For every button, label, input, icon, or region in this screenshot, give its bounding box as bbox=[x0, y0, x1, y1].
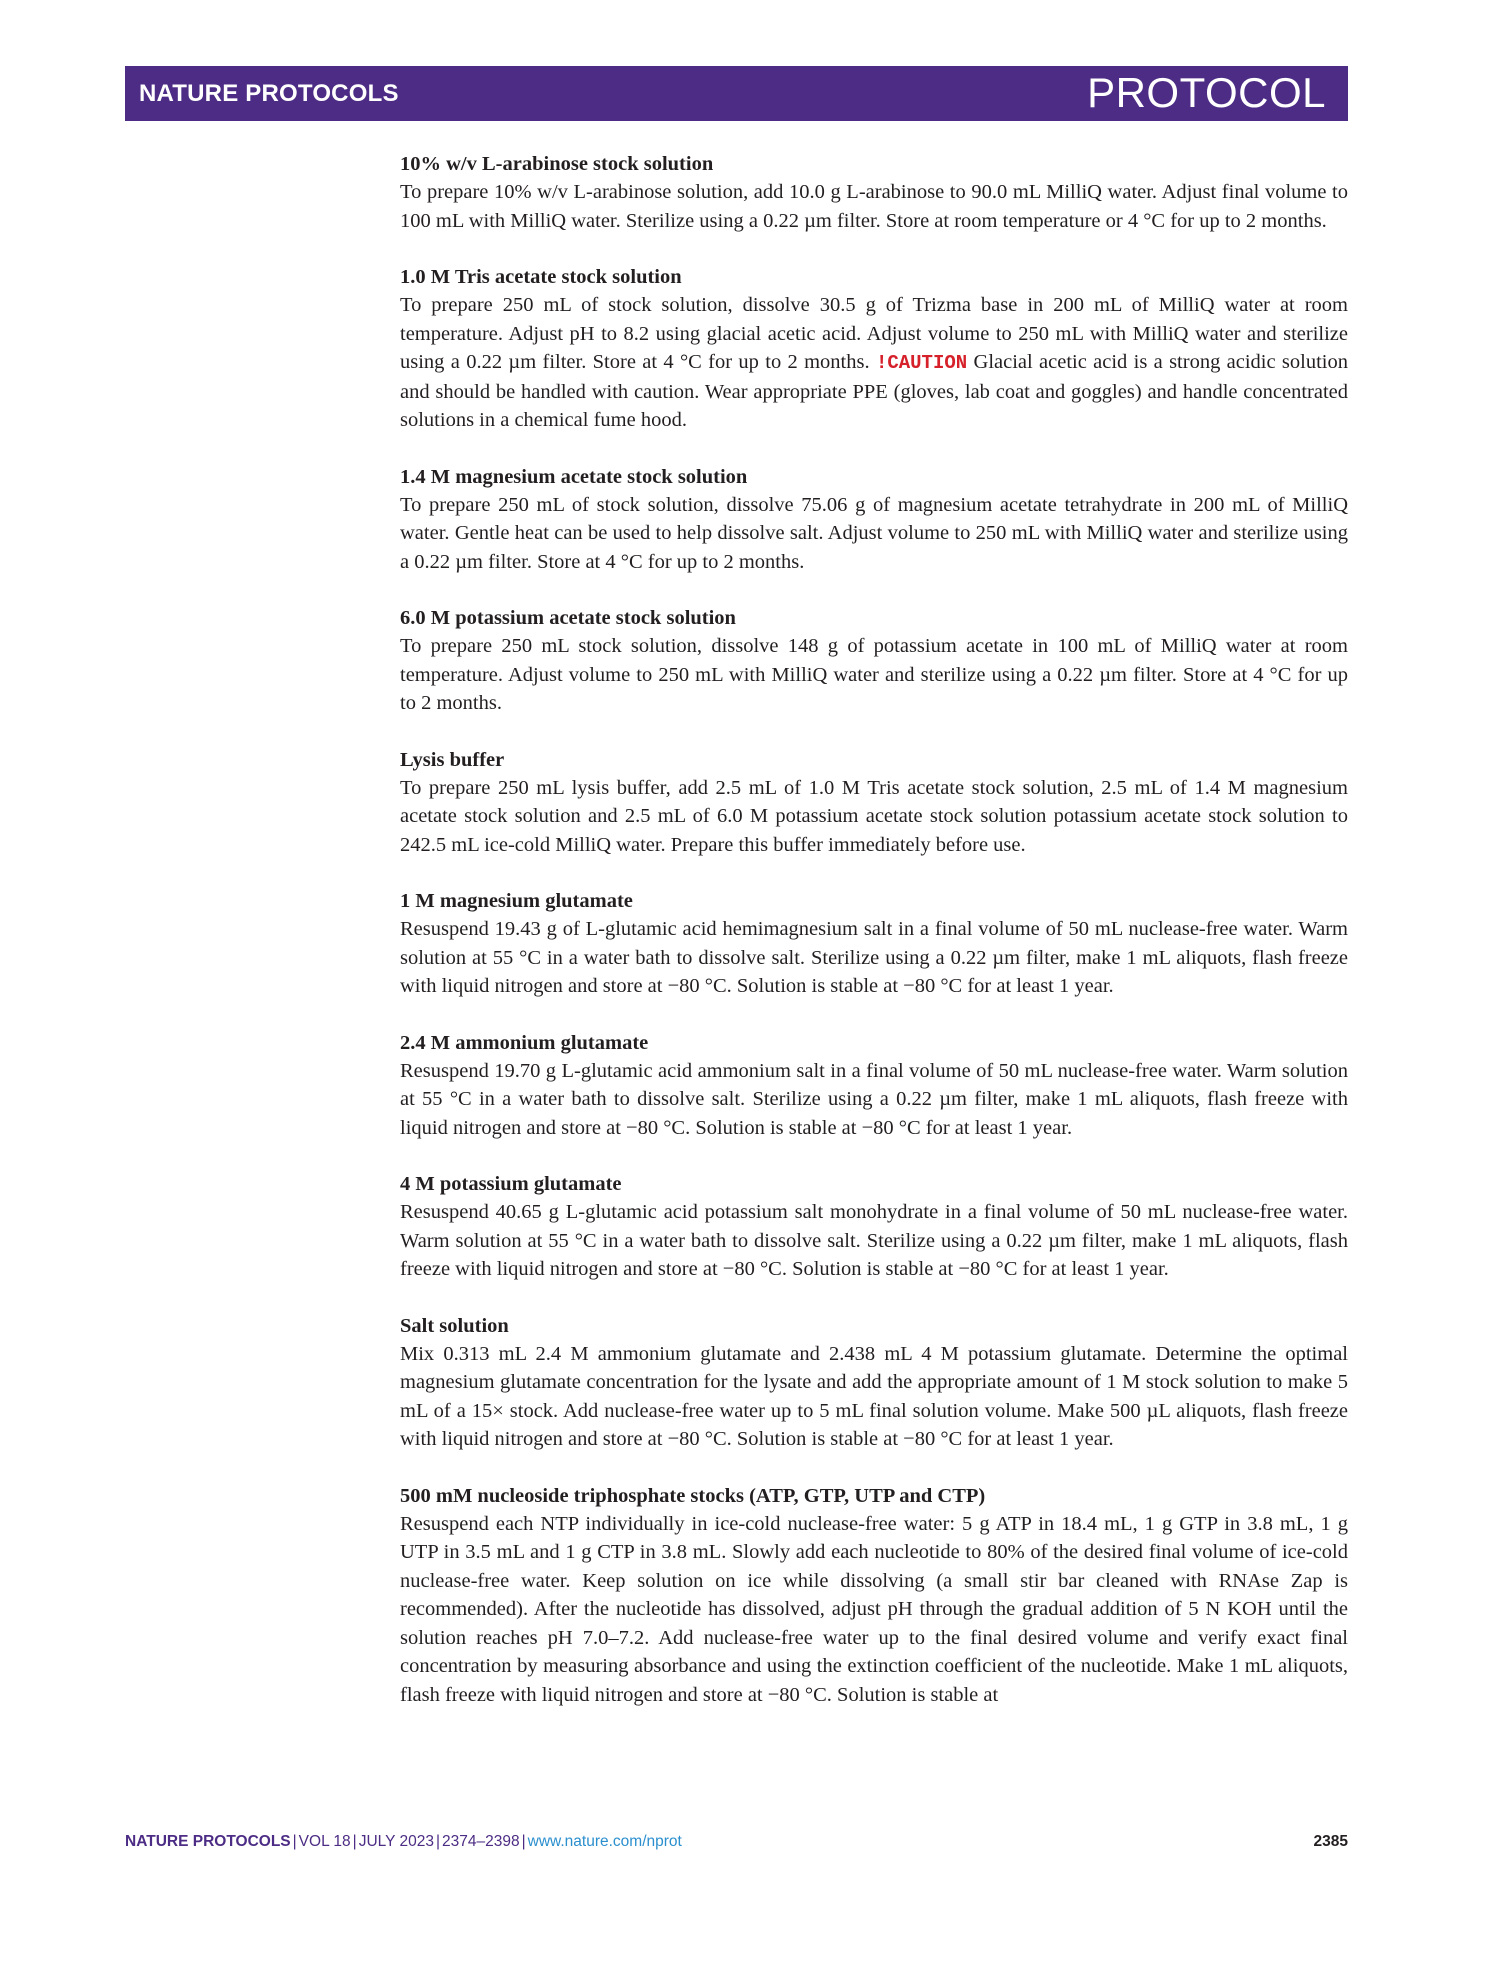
section-title: 1 M magnesium glutamate bbox=[400, 890, 633, 912]
section-body: Mix 0.313 mL 2.4 M ammonium glutamate and 2.438 mL 4 M potassium glutamate. Determine the optimal magnesium glutamate concentration for the lysate and add the appropriate amount of 1 M stock solution to make 5 mL of a 15× stock. Add nuclease-free water up to 5 mL final solution volume. Make 500 µL aliquots, flash freeze with liquid nitrogen and store at −80 °C. Solution is stable at −80 °C for at least 1 year. bbox=[400, 1342, 1348, 1450]
section-body bbox=[400, 291, 1348, 435]
section-body: Resuspend each NTP individually in ice-cold nuclease-free water: 5 g ATP in 18.4 mL, 1 g GTP in 3.8 mL, 1 g UTP in 3.5 mL and 1 g CTP in 3.8 mL. Slowly add each nucleotide to 80% of the desired final volume of ice-cold nuclease-free water. Keep solution on ice while dissolving (a small stir bar cleaned with RNAse Zap is recommended). After the nucleotide has dissolved, adjust pH through the gradual addition of 5 N KOH until the solution reaches pH 7.0–7.2. Add nuclease-free water up to the final desired volume and verify exact final concentration by measuring absorbance and using the extinction coefficient of the nucleotide. Make 1 mL aliquots, flash freeze with liquid nitrogen and store at −80 °C. Solution is stable at bbox=[400, 1512, 1348, 1706]
section-body: To prepare 250 mL stock solution, dissolve 148 g of potassium acetate in 100 mL of MilliQ water at room temperature. Adjust volume to 250 mL with MilliQ water and sterilize using a 0.22 µm filter. Store at 4 °C for up to 2 months. bbox=[400, 635, 1348, 714]
section-title: 1.4 M magnesium acetate stock solution bbox=[400, 465, 748, 488]
section-body-text: To prepare 250 mL of stock solution, dissolve 30.5 g of Trizma base in 200 mL of MilliQ water at room temperature. Adjust pH to 8.2 using glacial acetic acid. Adjust volume to 250 mL with MilliQ water and sterilize using a 0.22 µm filter. Store at 4 °C for up to 2 months. bbox=[400, 294, 1348, 373]
footer-separator: | bbox=[521, 1833, 526, 1850]
page-number: 2385 bbox=[1313, 1833, 1348, 1850]
footer-separator: | bbox=[292, 1833, 297, 1850]
section-arabinose bbox=[400, 150, 1348, 235]
section-potassium-acetate bbox=[400, 604, 1348, 718]
footer-volume: VOL 18 bbox=[298, 1833, 351, 1850]
section-body-text: Glacial acetic acid is a strong acidic solution and should be handled with caution. Wear appropriate PPE (gloves, lab coat and goggles) and handle concentrated solutions in a chemical fume hood. bbox=[400, 351, 1348, 431]
footer-separator: | bbox=[352, 1833, 357, 1850]
section-tris-acetate bbox=[400, 263, 1348, 435]
header-bar bbox=[125, 66, 1348, 121]
section-body: Resuspend 19.70 g L-glutamic acid ammonium salt in a final volume of 50 mL nuclease-free water. Warm solution at 55 °C in a water bath to dissolve salt. Sterilize using a 0.22 µm filter, make 1 mL aliquots, flash freeze with liquid nitrogen and store at −80 °C. Solution is stable at −80 °C for at least 1 year. bbox=[400, 1059, 1348, 1139]
section-body: To prepare 10% w/v L-arabinose solution, add 10.0 g L-arabinose to 90.0 mL MilliQ water. Adjust final volume to 100 mL with MilliQ water. Sterilize using a 0.22 µm filter. Store at room temperature or 4 °C for up to 2 months. bbox=[400, 181, 1348, 232]
footer-url-link[interactable]: www.nature.com/nprot bbox=[527, 1833, 682, 1850]
section-title: 2.4 M ammonium glutamate bbox=[400, 1031, 649, 1054]
journal-name: NATURE PROTOCOLS bbox=[139, 80, 399, 107]
section-ammonium-glutamate bbox=[400, 1029, 1348, 1143]
article-type: PROTOCOL bbox=[1087, 69, 1326, 116]
footer-date: JULY 2023 bbox=[358, 1833, 434, 1850]
footer-journal: NATURE PROTOCOLS bbox=[125, 1833, 291, 1850]
section-salt-solution bbox=[400, 1312, 1348, 1454]
section-magnesium-acetate bbox=[400, 463, 1348, 577]
section-title: 6.0 M potassium acetate stock solution bbox=[400, 607, 736, 629]
section-title: 500 mM nucleoside triphosphate stocks (ATP, GTP, UTP and CTP) bbox=[400, 1484, 986, 1507]
section-body: Resuspend 19.43 g of L-glutamic acid hemimagnesium salt in a final volume of 50 mL nuclease-free water. Warm solution at 55 °C in a water bath to dissolve salt. Sterilize using a 0.22 µm filter, make 1 mL aliquots, flash freeze with liquid nitrogen and store at −80 °C. Solution is stable at −80 °C for at least 1 year. bbox=[400, 918, 1348, 997]
section-title: 10% w/v L-arabinose stock solution bbox=[400, 153, 714, 175]
section-ntp-stocks bbox=[400, 1482, 1348, 1710]
section-body: To prepare 250 mL of stock solution, dissolve 75.06 g of magnesium acetate tetrahydrate in 200 mL of MilliQ water. Gentle heat can be used to help dissolve salt. Adjust volume to 250 mL with MilliQ water and sterilize using a 0.22 µm filter. Store at 4 °C for up to 2 months. bbox=[400, 493, 1348, 573]
section-lysis-buffer bbox=[400, 746, 1348, 860]
section-title: Lysis buffer bbox=[400, 748, 505, 771]
section-potassium-glutamate bbox=[400, 1170, 1348, 1284]
footer-pages: 2374–2398 bbox=[442, 1833, 520, 1850]
section-body: To prepare 250 mL lysis buffer, add 2.5 mL of 1.0 M Tris acetate stock solution, 2.5 mL of 1.4 M magnesium acetate stock solution and 2.5 mL of 6.0 M potassium acetate stock solution potassium acetate stock solution to 242.5 mL ice-cold MilliQ water. Prepare this buffer immediately before use. bbox=[400, 776, 1348, 856]
section-title: Salt solution bbox=[400, 1314, 509, 1337]
main-content bbox=[400, 150, 1348, 1737]
section-magnesium-glutamate bbox=[400, 887, 1348, 1001]
footer-citation bbox=[125, 1833, 682, 1851]
section-title: 1.0 M Tris acetate stock solution bbox=[400, 266, 682, 288]
page-footer bbox=[125, 1833, 1348, 1857]
caution-label: !CAUTION bbox=[875, 352, 968, 374]
section-title: 4 M potassium glutamate bbox=[400, 1173, 622, 1195]
footer-separator: | bbox=[435, 1833, 440, 1850]
section-body: Resuspend 40.65 g L-glutamic acid potassium salt monohydrate in a final volume of 50 mL nuclease-free water. Warm solution at 55 °C in a water bath to dissolve salt. Sterilize using a 0.22 µm filter, make 1 mL aliquots, flash freeze with liquid nitrogen and store at −80 °C. Solution is stable at −80 °C for at least 1 year. bbox=[400, 1201, 1348, 1280]
